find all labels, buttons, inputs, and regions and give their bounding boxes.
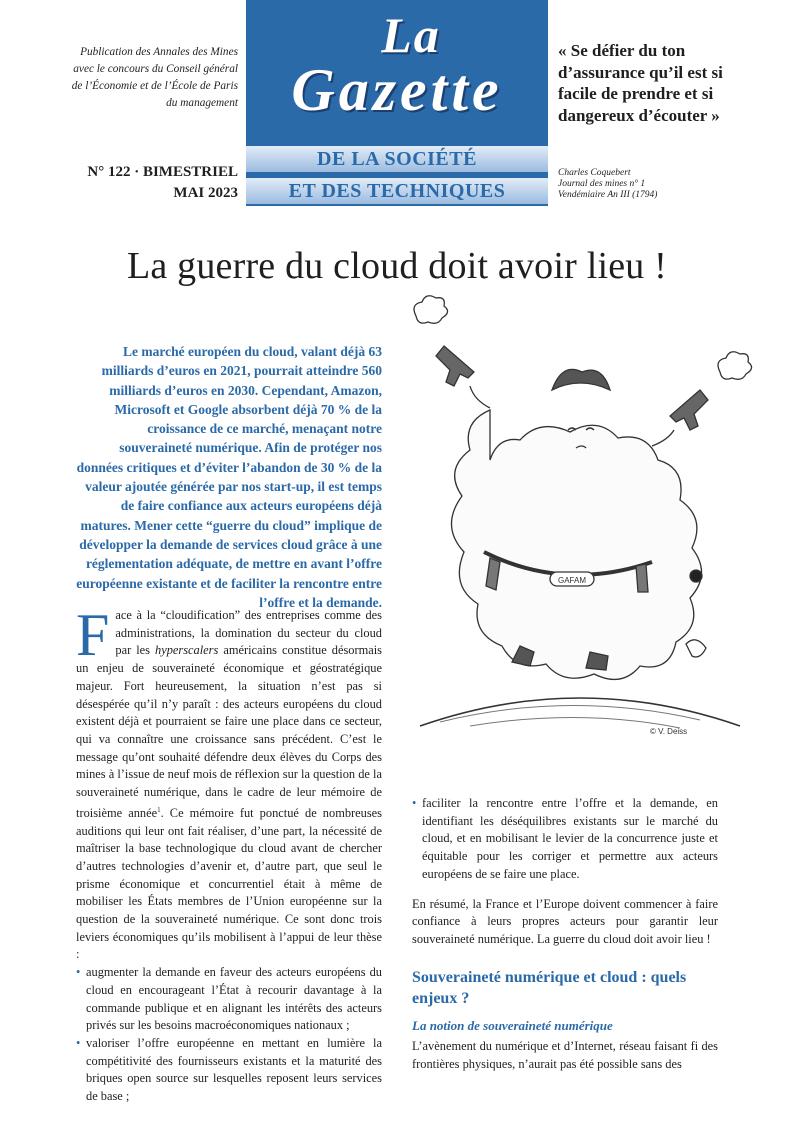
levers-list-continued [412,795,718,884]
cloud-cowboy-drawing [400,290,760,750]
cartoon-signature: © V. Deiss [650,727,688,736]
arm-left [470,386,490,408]
epigraph-source [558,168,748,201]
issue-info [60,162,238,204]
logo-band-techniques [246,178,548,204]
gazette-logo [246,0,548,206]
smoke-puff-right [718,352,752,380]
list-item-text: valoriser l’offre européenne en mettant en lumière la compétitivité des fournisseurs existants et la maturité des briques open source sur lesquelles reposent leurs services de base ; [86,1036,382,1104]
body-paragraph: L’avènement du numérique et d’Internet, réseau faisant fi des frontières physiques, n’aurait pas été possible sans des [412,1039,718,1072]
bullet-mark: • [76,1036,81,1050]
bullet-mark: • [76,965,81,980]
revolver-left [436,346,474,386]
intro-paragraph [76,602,383,964]
issue-number: N° 122 · BIMESTRIEL [87,164,238,180]
body-column-right [412,795,718,1074]
small-character [686,640,706,657]
epigraph-quote: « Se défier du ton d’assurance qu’il est si facile de prendre et si dangereux d’écouter » [558,41,723,125]
logo-band-techniques-text: ET DES TECHNIQUES [288,180,506,202]
levers-list [76,964,382,1106]
intro-text-c: . Ce mémoire fut ponctué de nombreuses auditions qui leur ont fait réaliser, d’une part, la nécessité de maîtriser la base technologique du cloud avant de chercher d’autres technologies d’avenir et, d’autre part, que seul le prisme économique et concurrentiel était à même de mobiliser les États membres de l’Union européenne sur la question de la souveraineté numérique. Ce sont donc trois leviers économiques qu’ils mobilisent à l’appui de leur thèse : [76,805,382,962]
article-lead: Le marché européen du cloud, valant déjà 63 milliards d’euros en 2021, pourrait atteindre 560 milliards d’euros en 2030. Cependant, Amazon, Microsoft et Google absorbent déjà 70 % de la croissance de ce marché, menaçant notre souveraineté numérique. Afin de protéger nos données critiques et d’éviter l’abandon de 30 % de la valeur ajoutée générée par nos start-up, il est temps de faire confiance aux acteurs européens déjà matures. Mener cette “guerre du cloud” implique de développer la demande de services cloud grâce à une réglementation adéquate, de mettre en avant l’offre européenne existante et de faciliter la rencontre entre l’offre et la demande. [76,344,382,610]
holster-right [636,564,648,592]
cartoon-illustration [400,290,760,750]
logo-band-societe [246,146,548,172]
list-item [76,964,382,1035]
intro-emphasis: hyperscalers [155,643,219,658]
body-column-left [76,602,383,1106]
quote-source-line1: Journal des mines n° 1 [558,179,646,189]
list-item-text: augmenter la demande en faveur des acteurs européens du cloud en encourageant l’État à recourir davantage à la commande publique et en alignant les intérêts des acteurs privés sur les besoins macroéconomiques nationaux ; [86,965,382,1033]
arm-right [652,430,674,446]
publisher-note: Publication des Annales des Mines avec le concours du Conseil général de l’Économie et de l’École de Paris du management [71,46,238,109]
article-title: La guerre du cloud doit avoir lieu ! [126,245,668,287]
subsection-heading: La notion de souveraineté numérique [412,1017,613,1033]
drop-cap: F [76,602,110,668]
cowboy-hat [552,369,610,390]
intro-text-b: américains constitue désormais un enjeu de souveraineté économique et géostratégique majeur. Fort heureusement, la situation n’est pas si désespérée qu’il n’y paraît : des acteurs européens du cloud existent déjà et pourraient se faire une place dans ce secteur, qui va connaître une croissance sans précédent. C’est le message qu’ont souhaité défendre deux élèves du Corps des mines à l’issue de neuf mois de réflexion sur la question de la souveraineté numérique, dans le cadre de leur mémoire de troisième année [76,643,383,820]
logo-word-gazette: Gazette [291,57,503,123]
quote-author: Charles Coquebert [558,168,631,178]
intro-text-a: ace à la “cloudification” des entreprises comme des administrations, la domination du secteur du cloud par les [115,608,382,658]
list-item-text: faciliter la rencontre entre l’offre et la demande, en identifiant les déséquilibres existants sur le marché du cloud, et en mobilisant le levier de la concurrence juste et équitable pour les corriger et permettre aux acteurs européens de se faire une place. [422,796,718,881]
bullet-mark: • [412,796,417,810]
cloud-body [451,410,701,679]
footnote-ref: 1 [157,805,161,814]
quote-source-line2: Vendémiaire An III (1794) [558,190,658,200]
globe-horizon [420,698,740,726]
belt-label: GAFAM [557,576,587,585]
revolver-right [670,390,708,430]
summary-paragraph: En résumé, la France et l’Europe doivent commencer à faire confiance à leurs propres acteurs pour garantir leur souveraineté numérique. La guerre du cloud doit avoir lieu ! [412,896,718,946]
issue-date: MAI 2023 [173,185,238,201]
logo-band-societe-text: DE LA SOCIÉTÉ [317,148,477,170]
logo-word-la: La [381,7,441,63]
smoke-puff-left [414,296,448,324]
list-item [412,795,718,884]
bullet-ball [690,570,702,582]
section-heading: Souveraineté numérique et cloud : quels enjeux ? [412,968,687,1007]
list-item [76,1035,382,1106]
